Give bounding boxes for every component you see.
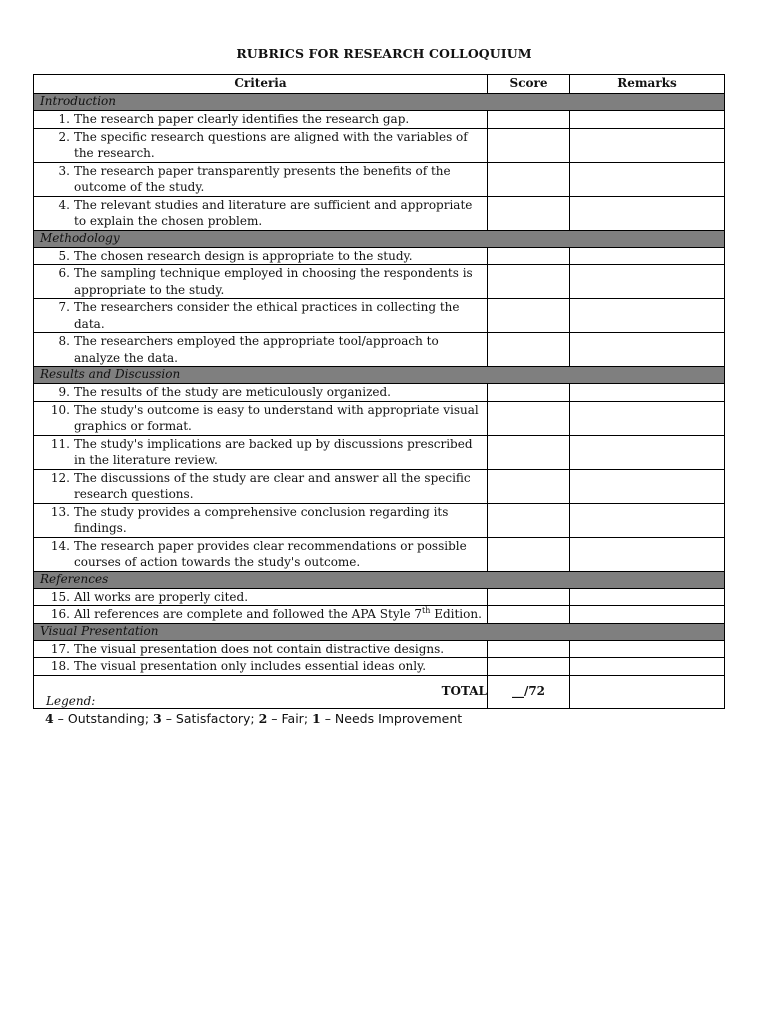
criterion-text: The visual presentation does not contain distractive designs.: [74, 641, 445, 656]
criterion-cell: [34, 537, 488, 571]
remarks-input-cell[interactable]: [570, 537, 725, 571]
criterion-row: [34, 384, 725, 402]
criterion-row: [34, 401, 725, 435]
rubric-table: [33, 74, 725, 709]
section-title: Visual Presentation: [34, 623, 725, 640]
criterion-text: All references are complete and followed the APA Style 7: [74, 607, 422, 621]
criterion-row: [34, 503, 725, 537]
remarks-input-cell[interactable]: [570, 247, 725, 265]
criterion-number: 9.: [58, 385, 70, 399]
score-input-cell[interactable]: [488, 111, 570, 129]
criterion-number: 1.: [58, 112, 70, 126]
criterion-text-block: [72, 197, 487, 230]
criterion-text-block: [72, 163, 487, 196]
criterion-text: The discussions of the study are clear and answer all the specific research questions.: [74, 470, 471, 501]
criterion-number: 13.: [50, 504, 70, 519]
criterion-cell: [34, 333, 488, 367]
score-input-cell[interactable]: [488, 196, 570, 230]
criterion-cell: [34, 503, 488, 537]
section-header-row: [34, 571, 725, 588]
criterion-row: [34, 435, 725, 469]
criterion-text: The researchers employed the appropriate tool/approach to analyze the data.: [74, 334, 439, 365]
section-title: Methodology: [34, 230, 725, 247]
criterion-cell: [34, 196, 488, 230]
criterion-text-block: [72, 129, 487, 162]
legend-description: – Fair;: [267, 711, 313, 726]
document-title: RUBRICS FOR RESEARCH COLLOQUIUM: [236, 46, 532, 61]
score-input-cell[interactable]: [488, 299, 570, 333]
criterion-cell: [34, 401, 488, 435]
criterion-text: The research paper clearly identifies the research gap.: [74, 112, 410, 126]
criterion-number: 5.: [58, 248, 70, 263]
criterion-superscript: th: [422, 606, 431, 615]
criterion-text: The study's implications are backed up by discussions prescribed in the literature review.: [74, 436, 473, 467]
criterion-number: 16.: [50, 607, 70, 621]
section-title: References: [34, 571, 725, 588]
criterion-row: [34, 333, 725, 367]
criterion-number: 2.: [58, 129, 70, 144]
score-input-cell[interactable]: [488, 333, 570, 367]
criterion-cell: [34, 658, 488, 676]
remarks-input-cell[interactable]: [570, 196, 725, 230]
criterion-number: 6.: [58, 266, 70, 280]
criterion-row: [34, 196, 725, 230]
criterion-cell: [34, 247, 488, 265]
remarks-input-cell[interactable]: [570, 111, 725, 129]
criterion-text-block: [72, 384, 487, 401]
criterion-cell: [34, 265, 488, 299]
score-input-cell[interactable]: [488, 537, 570, 571]
criterion-row: [34, 162, 725, 196]
section-header-row: [34, 94, 725, 111]
criterion-text: The research paper provides clear recommendations or possible courses of action towards the study's outcome.: [74, 538, 467, 569]
score-input-cell[interactable]: [488, 247, 570, 265]
remarks-input-cell[interactable]: [570, 435, 725, 469]
criterion-cell: [34, 606, 488, 624]
criterion-number: 12.: [50, 470, 70, 485]
legend-description: – Outstanding;: [53, 711, 154, 726]
criterion-row: [34, 588, 725, 606]
score-input-cell[interactable]: [488, 588, 570, 606]
criterion-cell: [34, 128, 488, 162]
legend: [45, 711, 462, 726]
criterion-row: [34, 606, 725, 624]
rubric-body: [34, 94, 725, 676]
criterion-cell: [34, 640, 488, 658]
criteria-column-header: Criteria: [34, 75, 488, 94]
criterion-number: 11.: [50, 436, 70, 451]
table-header-row: [34, 75, 725, 94]
criterion-cell: [34, 384, 488, 402]
remarks-input-cell[interactable]: [570, 384, 725, 402]
criterion-number: 15.: [50, 589, 70, 604]
criterion-text-block: [72, 504, 487, 537]
criterion-number: 8.: [58, 334, 70, 348]
criterion-text-block: [72, 641, 487, 658]
criterion-row: [34, 299, 725, 333]
total-label: TOTAL: [34, 675, 488, 708]
criterion-text: The specific research questions are aligned with the variables of the research.: [74, 129, 468, 160]
criterion-text: All works are properly cited.: [74, 589, 249, 604]
remarks-input-cell[interactable]: [570, 265, 725, 299]
score-input-cell[interactable]: [488, 435, 570, 469]
legend-score: 2: [258, 711, 268, 726]
criterion-row: [34, 537, 725, 571]
section-header-row: [34, 230, 725, 247]
criterion-cell: [34, 299, 488, 333]
criterion-text: The research paper transparently presents the benefits of the outcome of the study.: [74, 163, 451, 194]
criterion-text-block: [72, 606, 487, 623]
remarks-input-cell[interactable]: [570, 658, 725, 676]
criterion-cell: [34, 111, 488, 129]
legend-description: – Satisfactory;: [161, 711, 259, 726]
section-header-row: [34, 367, 725, 384]
criterion-row: [34, 658, 725, 676]
remarks-input-cell[interactable]: [570, 503, 725, 537]
criterion-number: 14.: [50, 538, 70, 553]
legend-score: 1: [312, 711, 321, 726]
score-input-cell[interactable]: [488, 265, 570, 299]
legend-score: 4: [45, 711, 54, 726]
score-input-cell[interactable]: [488, 640, 570, 658]
section-title: Results and Discussion: [34, 367, 725, 384]
remarks-column-header: Remarks: [570, 75, 725, 94]
section-header-row: [34, 623, 725, 640]
criterion-text-block: [72, 538, 487, 571]
criterion-cell: [34, 162, 488, 196]
criterion-cell: [34, 469, 488, 503]
criterion-number: 10.: [50, 402, 70, 417]
remarks-input-cell[interactable]: [570, 401, 725, 435]
score-input-cell[interactable]: [488, 469, 570, 503]
criterion-text: The study's outcome is easy to understand with appropriate visual graphics or format.: [74, 402, 479, 433]
remarks-input-cell[interactable]: [570, 333, 725, 367]
criterion-number: 17.: [50, 641, 70, 656]
criterion-text-block: [72, 111, 487, 128]
criterion-row: [34, 640, 725, 658]
remarks-input-cell[interactable]: [570, 606, 725, 624]
remarks-input-cell[interactable]: [570, 469, 725, 503]
criterion-text-block: [72, 265, 487, 298]
criterion-text-suffix: Edition.: [430, 607, 482, 621]
criterion-text: The sampling technique employed in choosing the respondents is appropriate to the study.: [74, 266, 473, 297]
criterion-text: The researchers consider the ethical practices in collecting the data.: [74, 300, 460, 331]
criterion-row: [34, 111, 725, 129]
legend-title: Legend:: [46, 694, 96, 708]
score-column-header: Score: [488, 75, 570, 94]
remarks-input-cell[interactable]: [570, 640, 725, 658]
criterion-number: 4.: [58, 197, 70, 212]
criterion-text: The chosen research design is appropriate to the study.: [74, 248, 413, 263]
criterion-text-block: [72, 658, 487, 675]
legend-description: – Needs Improvement: [320, 711, 463, 726]
criterion-text-block: [72, 299, 487, 332]
total-row: [34, 675, 725, 708]
criterion-row: [34, 247, 725, 265]
criterion-text: The results of the study are meticulously organized.: [74, 385, 391, 399]
score-input-cell[interactable]: [488, 384, 570, 402]
criterion-row: [34, 469, 725, 503]
total-remarks-cell: [570, 675, 725, 708]
total-score: __/72: [488, 675, 570, 708]
remarks-input-cell[interactable]: [570, 162, 725, 196]
score-input-cell[interactable]: [488, 503, 570, 537]
criterion-row: [34, 265, 725, 299]
criterion-text: The relevant studies and literature are sufficient and appropriate to explain the chosen problem.: [74, 197, 473, 228]
remarks-input-cell[interactable]: [570, 299, 725, 333]
criterion-cell: [34, 435, 488, 469]
score-input-cell[interactable]: [488, 658, 570, 676]
legend-score: 3: [153, 711, 162, 726]
score-input-cell[interactable]: [488, 162, 570, 196]
criterion-number: 7.: [58, 300, 70, 314]
criterion-text-block: [72, 436, 487, 469]
criterion-cell: [34, 588, 488, 606]
score-input-cell[interactable]: [488, 128, 570, 162]
criterion-text-block: [72, 470, 487, 503]
criterion-text: The study provides a comprehensive conclusion regarding its findings.: [74, 504, 449, 535]
section-title: Introduction: [34, 94, 725, 111]
criterion-text-block: [72, 589, 487, 606]
score-input-cell[interactable]: [488, 606, 570, 624]
criterion-number: 18.: [50, 659, 70, 673]
criterion-text-block: [72, 248, 487, 265]
criterion-text-block: [72, 402, 487, 435]
criterion-row: [34, 128, 725, 162]
criterion-text: The visual presentation only includes essential ideas only.: [74, 659, 427, 673]
score-input-cell[interactable]: [488, 401, 570, 435]
criterion-number: 3.: [58, 163, 70, 178]
remarks-input-cell[interactable]: [570, 128, 725, 162]
criterion-text-block: [72, 333, 487, 366]
remarks-input-cell[interactable]: [570, 588, 725, 606]
